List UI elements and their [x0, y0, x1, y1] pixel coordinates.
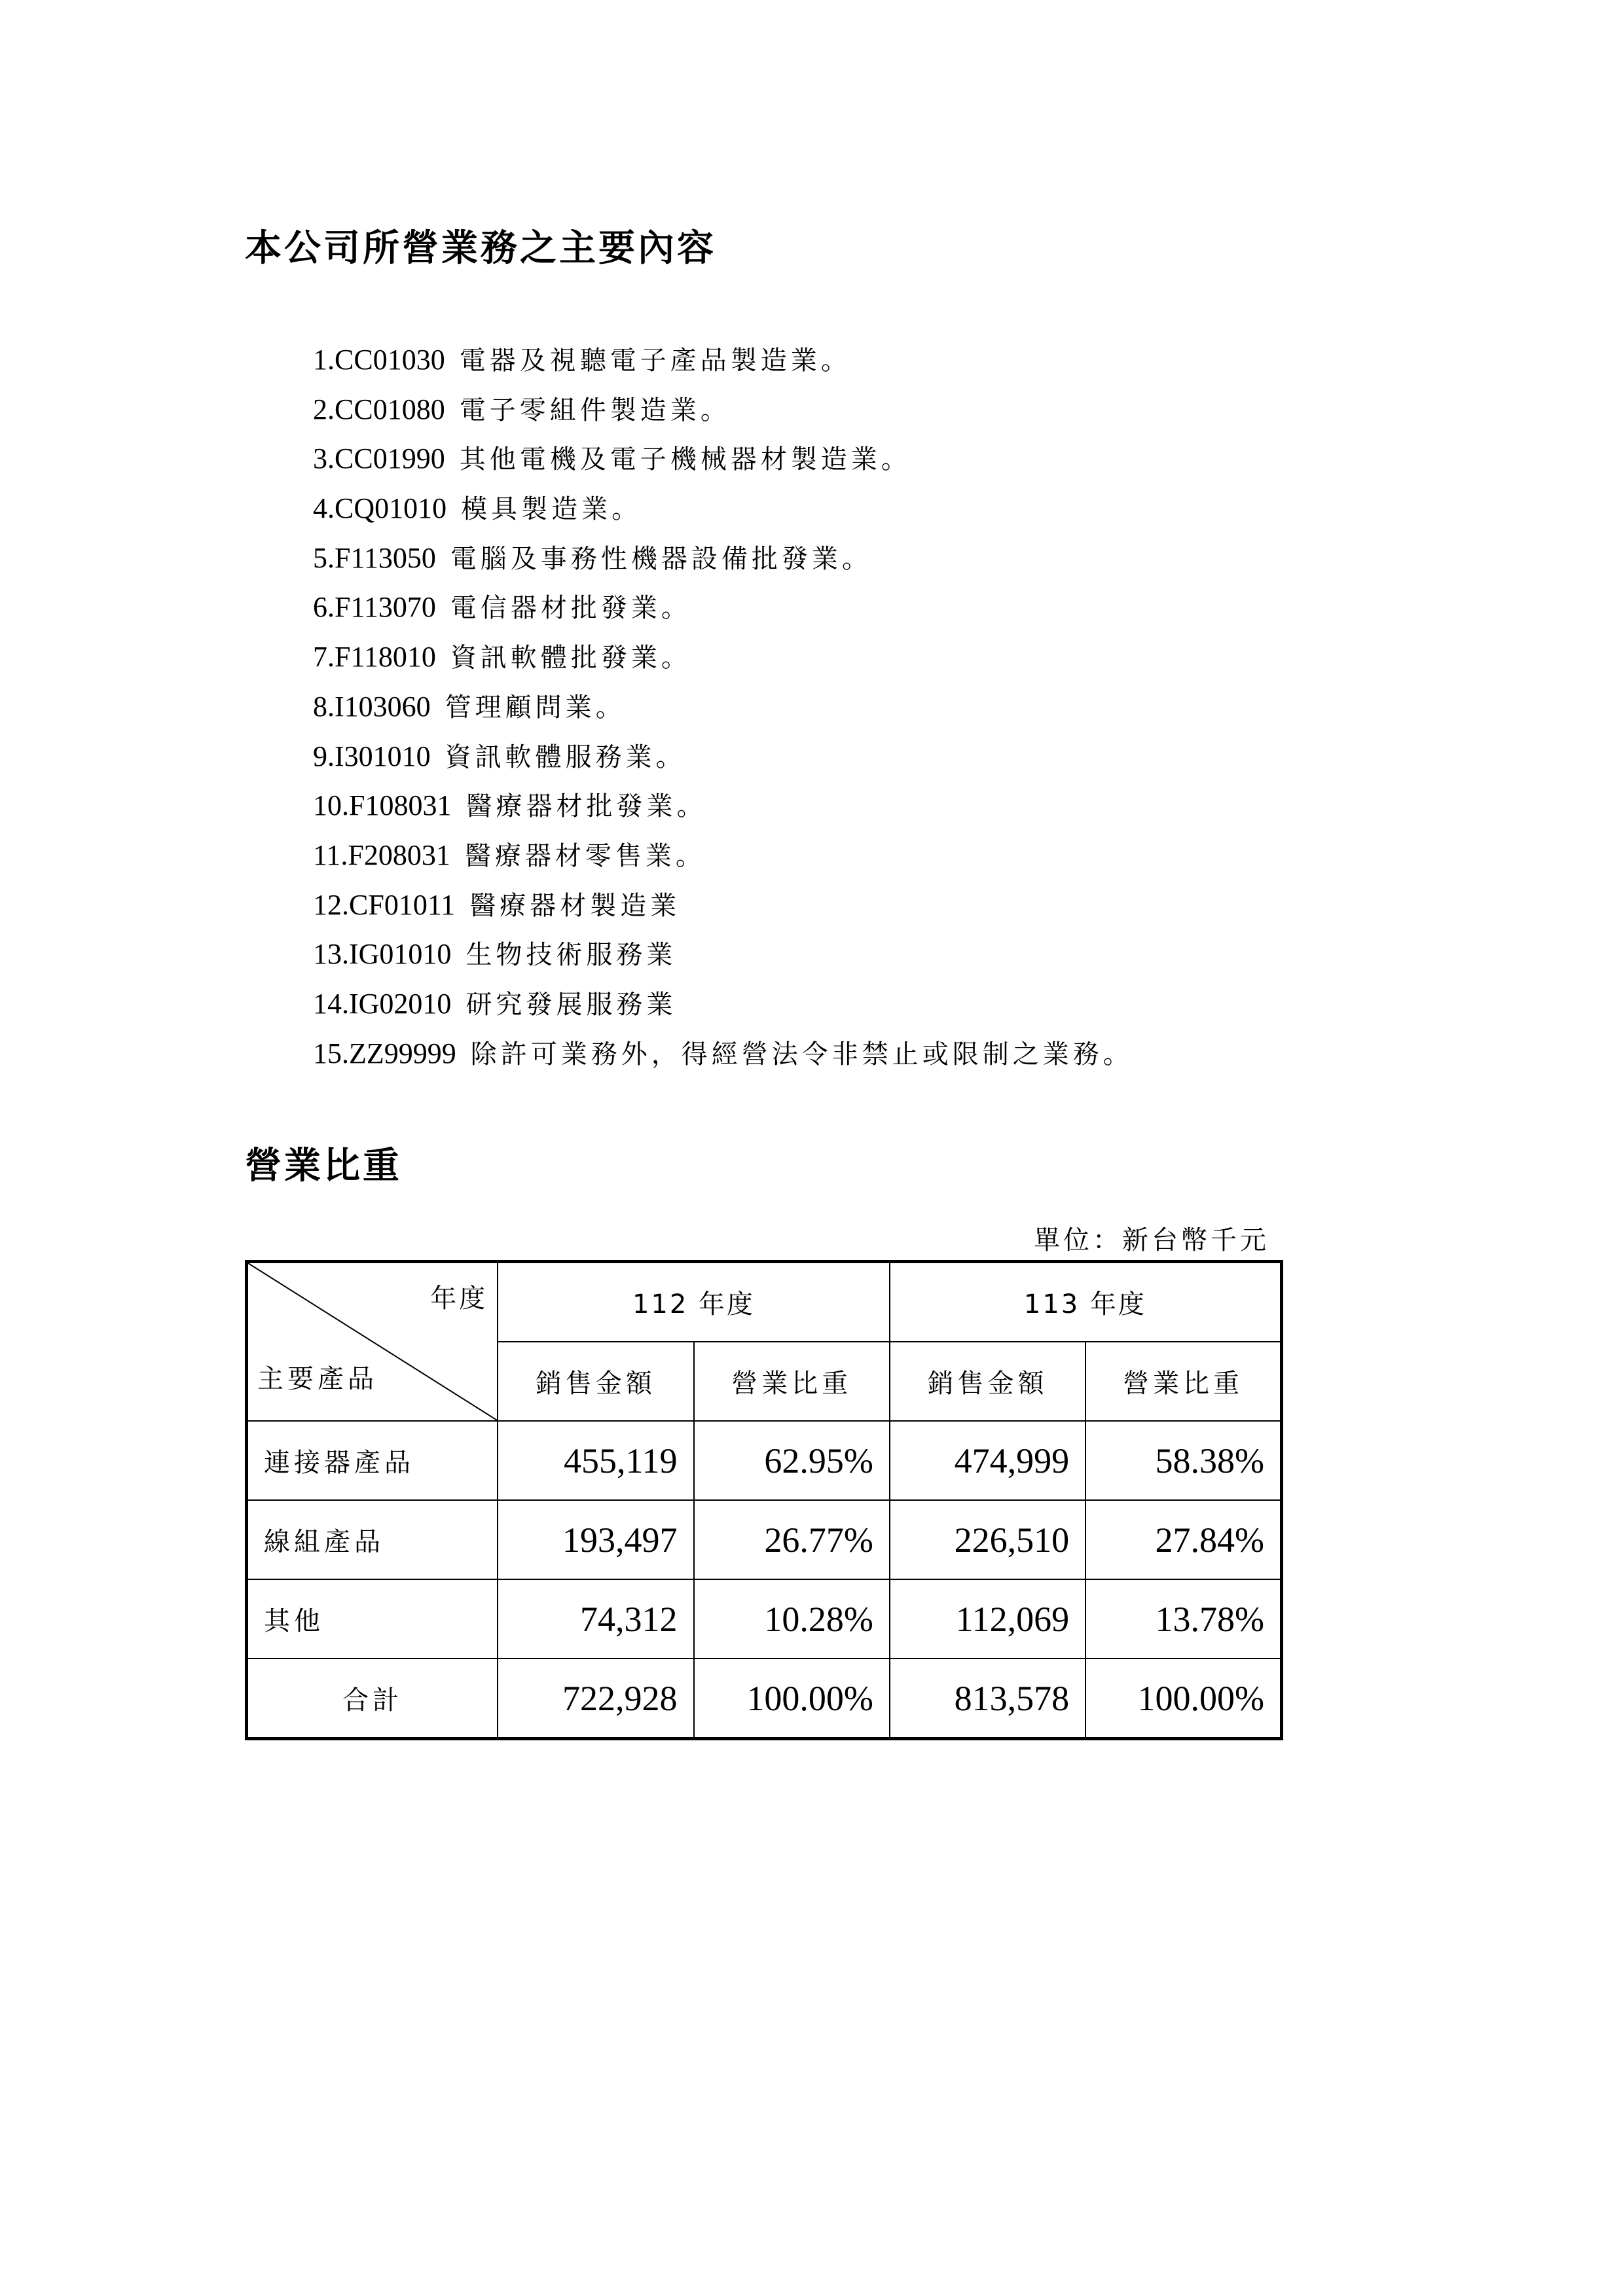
item-desc: 除許可業務外，得經營法令非禁止或限制之業務。	[470, 1039, 1133, 1069]
item-code: 12.CF01011	[313, 888, 456, 921]
column-header: 營業比重	[1085, 1342, 1281, 1421]
list-item	[313, 434, 1133, 484]
list-item	[313, 335, 1133, 385]
list-item	[313, 831, 1133, 880]
cell-value: 193,497	[498, 1500, 693, 1579]
item-desc: 電器及視聽電子產品製造業。	[459, 346, 851, 376]
item-code: 7.F118010	[313, 641, 436, 673]
item-desc: 電信器材批發業。	[450, 593, 691, 624]
row-label: 線組產品	[247, 1500, 498, 1579]
column-header: 銷售金額	[890, 1342, 1085, 1421]
item-desc: 電腦及事務性機器設備批發業。	[450, 543, 872, 574]
list-item	[313, 632, 1133, 682]
cell-value: 722,928	[498, 1659, 693, 1739]
year-header: 113 年度	[890, 1262, 1282, 1342]
item-desc: 資訊軟體批發業。	[450, 643, 691, 673]
cell-value: 58.38%	[1085, 1421, 1281, 1500]
cell-value: 100.00%	[694, 1659, 890, 1739]
table-row	[247, 1500, 1282, 1579]
item-desc: 其他電機及電子機械器材製造業。	[459, 444, 911, 475]
cell-value: 112,069	[890, 1579, 1085, 1659]
cell-value: 13.78%	[1085, 1579, 1281, 1659]
list-item	[313, 781, 1133, 831]
item-desc: 生物技術服務業	[465, 940, 677, 971]
item-desc: 醫療器材製造業	[469, 890, 681, 921]
cell-value: 10.28%	[694, 1579, 890, 1659]
item-code: 14.IG02010	[313, 987, 452, 1020]
revenue-ratio-table	[245, 1260, 1283, 1740]
cell-value: 474,999	[890, 1421, 1085, 1500]
item-code: 5.F113050	[313, 541, 436, 574]
corner-product-label: 主要產品	[257, 1364, 378, 1394]
item-code: 10.F108031	[313, 789, 452, 822]
table-total-row	[247, 1659, 1282, 1739]
cell-value: 455,119	[498, 1421, 693, 1500]
item-desc: 研究發展服務業	[465, 989, 677, 1020]
list-item	[313, 880, 1133, 930]
item-code: 3.CC01990	[313, 442, 445, 475]
list-item	[313, 979, 1133, 1029]
item-code: 11.F208031	[313, 838, 450, 871]
column-header: 銷售金額	[498, 1342, 693, 1421]
item-desc: 管理顧問業。	[445, 692, 626, 723]
list-item	[313, 732, 1133, 781]
item-code: 13.IG01010	[313, 938, 452, 971]
item-code: 4.CQ01010	[313, 492, 447, 525]
revenue-ratio-title: 營業比重	[245, 1144, 402, 1187]
business-scope-title: 本公司所營業務之主要內容	[245, 226, 716, 270]
list-item	[313, 1029, 1133, 1079]
corner-year-label: 年度	[430, 1283, 488, 1314]
cell-value: 27.84%	[1085, 1500, 1281, 1579]
item-code: 6.F113070	[313, 591, 436, 624]
item-code: 9.I301010	[313, 740, 431, 772]
item-desc: 電子零組件製造業。	[459, 395, 731, 425]
row-label: 連接器產品	[247, 1421, 498, 1500]
table-header-row	[247, 1262, 1282, 1342]
list-item	[313, 533, 1133, 583]
diagonal-header-cell	[247, 1262, 498, 1422]
cell-value: 62.95%	[694, 1421, 890, 1500]
list-item	[313, 583, 1133, 632]
column-header: 營業比重	[694, 1342, 890, 1421]
item-code: 8.I103060	[313, 690, 431, 723]
item-desc: 模具製造業。	[461, 494, 642, 525]
table-row	[247, 1579, 1282, 1659]
cell-value: 100.00%	[1085, 1659, 1281, 1739]
list-item	[313, 385, 1133, 435]
list-item	[313, 484, 1133, 533]
table-row	[247, 1421, 1282, 1500]
cell-value: 74,312	[498, 1579, 693, 1659]
cell-value: 813,578	[890, 1659, 1085, 1739]
unit-note: 單位：新台幣千元	[1034, 1225, 1269, 1255]
item-code: 2.CC01080	[313, 393, 445, 425]
item-code: 1.CC01030	[313, 344, 445, 376]
item-code: 15.ZZ99999	[313, 1037, 456, 1069]
list-item	[313, 929, 1133, 979]
item-desc: 資訊軟體服務業。	[445, 742, 686, 772]
business-item-list	[313, 335, 1133, 1078]
cell-value: 226,510	[890, 1500, 1085, 1579]
item-desc: 醫療器材零售業。	[464, 840, 706, 871]
list-item	[313, 682, 1133, 732]
item-desc: 醫療器材批發業。	[465, 791, 707, 822]
row-label: 其他	[247, 1579, 498, 1659]
row-label: 合計	[247, 1659, 498, 1739]
year-header: 112 年度	[498, 1262, 890, 1342]
cell-value: 26.77%	[694, 1500, 890, 1579]
